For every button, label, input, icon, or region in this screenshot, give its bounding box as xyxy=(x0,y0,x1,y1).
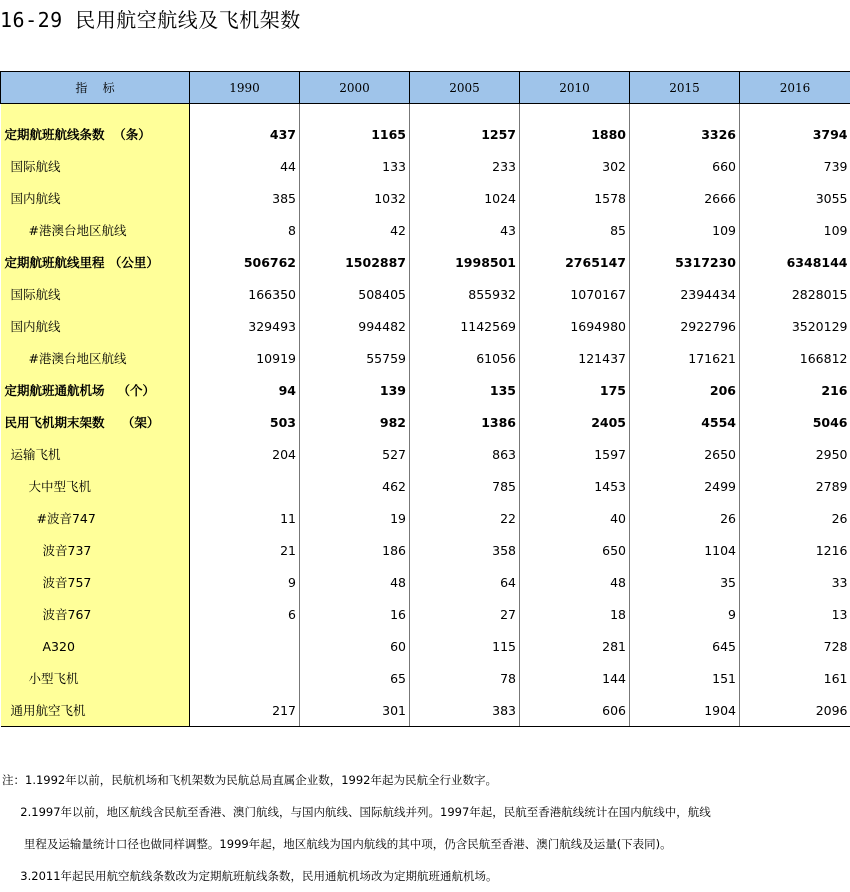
value-cell: 26 xyxy=(740,502,850,534)
value-cell: 2789 xyxy=(740,470,850,502)
row-label: 通用航空飞机 xyxy=(1,694,190,727)
footnotes xyxy=(2,764,711,892)
value-cell: 6 xyxy=(190,598,300,630)
value-cell: 18 xyxy=(520,598,630,630)
value-cell: 281 xyxy=(520,630,630,662)
value-cell: 5317230 xyxy=(630,246,740,278)
value-cell: 1257 xyxy=(410,118,520,150)
row-label: 定期航班通航机场 （个） xyxy=(1,374,190,406)
value-cell: 5046 xyxy=(740,406,850,438)
value-cell: 462 xyxy=(300,470,410,502)
row-label: 国内航线 xyxy=(1,310,190,342)
value-cell: 1024 xyxy=(410,182,520,214)
value-cell: 26 xyxy=(630,502,740,534)
value-cell: 109 xyxy=(740,214,850,246)
value-cell: 527 xyxy=(300,438,410,470)
table-row xyxy=(1,598,850,630)
value-cell: 121437 xyxy=(520,342,630,374)
value-cell: 739 xyxy=(740,150,850,182)
value-cell: 2394434 xyxy=(630,278,740,310)
row-label: 定期航班航线条数 （条） xyxy=(1,118,190,150)
value-cell: 660 xyxy=(630,150,740,182)
header-row xyxy=(1,72,850,104)
value-cell: 1070167 xyxy=(520,278,630,310)
value-cell: 606 xyxy=(520,694,630,727)
row-label: 国际航线 xyxy=(1,278,190,310)
value-cell: 994482 xyxy=(300,310,410,342)
value-cell: 302 xyxy=(520,150,630,182)
table-row xyxy=(1,502,850,534)
value-cell: 2950 xyxy=(740,438,850,470)
value-cell: 94 xyxy=(190,374,300,406)
value-cell: 161 xyxy=(740,662,850,694)
table-row xyxy=(1,118,850,150)
value-cell: 3326 xyxy=(630,118,740,150)
year-header: 2015 xyxy=(630,72,740,104)
value-cell: 171621 xyxy=(630,342,740,374)
value-cell: 1104 xyxy=(630,534,740,566)
table-row xyxy=(1,374,850,406)
value-cell: 2765147 xyxy=(520,246,630,278)
value-cell: 144 xyxy=(520,662,630,694)
footnote: 注：1.1992年以前，民航机场和飞机架数为民航总局直属企业数，1992年起为民航全行业数字。 xyxy=(2,764,711,796)
value-cell: 645 xyxy=(630,630,740,662)
row-label: 小型飞机 xyxy=(1,662,190,694)
value-cell: 9 xyxy=(190,566,300,598)
row-label: 国内航线 xyxy=(1,182,190,214)
table-row xyxy=(1,278,850,310)
row-label: 波音737 xyxy=(1,534,190,566)
value-cell: 1904 xyxy=(630,694,740,727)
value-cell: 13 xyxy=(740,598,850,630)
value-cell: 4554 xyxy=(630,406,740,438)
indicator-header: 指 标 xyxy=(1,72,190,104)
footnote: 里程及运输量统计口径也做同样调整。1999年起，地区航线为国内航线的其中项，仍含民航至香港、澳门航线及运量(下表同)。 xyxy=(2,828,711,860)
value-cell: 1032 xyxy=(300,182,410,214)
value-cell: 301 xyxy=(300,694,410,727)
page-title: 16-29 民用航空航线及飞机架数 xyxy=(0,4,301,33)
value-cell: 329493 xyxy=(190,310,300,342)
value-cell: 2096 xyxy=(740,694,850,727)
row-label: 民用飞机期末架数 （架） xyxy=(1,406,190,438)
value-cell: 175 xyxy=(520,374,630,406)
table-row xyxy=(1,534,850,566)
value-cell: 139 xyxy=(300,374,410,406)
value-cell: 233 xyxy=(410,150,520,182)
value-cell: 508405 xyxy=(300,278,410,310)
value-cell: 44 xyxy=(190,150,300,182)
value-cell: 85 xyxy=(520,214,630,246)
row-label: 波音767 xyxy=(1,598,190,630)
value-cell: 61056 xyxy=(410,342,520,374)
table-row xyxy=(1,470,850,502)
row-label: #港澳台地区航线 xyxy=(1,214,190,246)
year-header: 2010 xyxy=(520,72,630,104)
value-cell: 982 xyxy=(300,406,410,438)
value-cell: 55759 xyxy=(300,342,410,374)
value-cell: 1216 xyxy=(740,534,850,566)
value-cell: 22 xyxy=(410,502,520,534)
value-cell xyxy=(190,470,300,502)
spacer-cell xyxy=(190,104,300,119)
value-cell: 503 xyxy=(190,406,300,438)
value-cell xyxy=(190,662,300,694)
value-cell: 48 xyxy=(520,566,630,598)
value-cell: 506762 xyxy=(190,246,300,278)
spacer-cell xyxy=(300,104,410,119)
value-cell: 1578 xyxy=(520,182,630,214)
value-cell: 166350 xyxy=(190,278,300,310)
value-cell: 43 xyxy=(410,214,520,246)
spacer-cell xyxy=(520,104,630,119)
value-cell: 6348144 xyxy=(740,246,850,278)
footnote: 2.1997年以前，地区航线含民航至香港、澳门航线，与国内航线、国际航线并列。1997年起，民航至香港航线统计在国内航线中，航线 xyxy=(2,796,711,828)
value-cell: 40 xyxy=(520,502,630,534)
value-cell: 1142569 xyxy=(410,310,520,342)
value-cell: 204 xyxy=(190,438,300,470)
value-cell: 650 xyxy=(520,534,630,566)
value-cell: 385 xyxy=(190,182,300,214)
table-row xyxy=(1,694,850,727)
year-header: 2000 xyxy=(300,72,410,104)
value-cell: 728 xyxy=(740,630,850,662)
value-cell: 133 xyxy=(300,150,410,182)
value-cell: 383 xyxy=(410,694,520,727)
value-cell: 27 xyxy=(410,598,520,630)
value-cell: 135 xyxy=(410,374,520,406)
value-cell: 3520129 xyxy=(740,310,850,342)
value-cell: 1880 xyxy=(520,118,630,150)
value-cell: 48 xyxy=(300,566,410,598)
value-cell xyxy=(190,630,300,662)
value-cell: 60 xyxy=(300,630,410,662)
value-cell: 437 xyxy=(190,118,300,150)
row-label: 大中型飞机 xyxy=(1,470,190,502)
value-cell: 64 xyxy=(410,566,520,598)
value-cell: 9 xyxy=(630,598,740,630)
value-cell: 3055 xyxy=(740,182,850,214)
spacer-cell xyxy=(630,104,740,119)
value-cell: 186 xyxy=(300,534,410,566)
table-row xyxy=(1,246,850,278)
value-cell: 11 xyxy=(190,502,300,534)
row-label: A320 xyxy=(1,630,190,662)
table-row xyxy=(1,150,850,182)
data-table xyxy=(0,71,850,727)
spacer-row xyxy=(1,104,850,119)
year-header: 2005 xyxy=(410,72,520,104)
value-cell: 151 xyxy=(630,662,740,694)
value-cell: 16 xyxy=(300,598,410,630)
row-label: #波音747 xyxy=(1,502,190,534)
row-label: 波音757 xyxy=(1,566,190,598)
row-label: 国际航线 xyxy=(1,150,190,182)
value-cell: 115 xyxy=(410,630,520,662)
value-cell: 35 xyxy=(630,566,740,598)
table-row xyxy=(1,214,850,246)
value-cell: 1165 xyxy=(300,118,410,150)
spacer-cell xyxy=(740,104,850,119)
value-cell: 1386 xyxy=(410,406,520,438)
value-cell: 2499 xyxy=(630,470,740,502)
value-cell: 358 xyxy=(410,534,520,566)
value-cell: 216 xyxy=(740,374,850,406)
table-body xyxy=(1,104,850,727)
value-cell: 1453 xyxy=(520,470,630,502)
year-header: 2016 xyxy=(740,72,850,104)
value-cell: 1998501 xyxy=(410,246,520,278)
table-row xyxy=(1,662,850,694)
value-cell: 8 xyxy=(190,214,300,246)
table-row xyxy=(1,182,850,214)
value-cell: 42 xyxy=(300,214,410,246)
value-cell: 2650 xyxy=(630,438,740,470)
value-cell: 2405 xyxy=(520,406,630,438)
value-cell: 10919 xyxy=(190,342,300,374)
value-cell: 1502887 xyxy=(300,246,410,278)
spacer-cell xyxy=(410,104,520,119)
value-cell: 78 xyxy=(410,662,520,694)
value-cell: 166812 xyxy=(740,342,850,374)
value-cell: 109 xyxy=(630,214,740,246)
table-row xyxy=(1,310,850,342)
value-cell: 19 xyxy=(300,502,410,534)
row-label: 定期航班航线里程 （公里） xyxy=(1,246,190,278)
value-cell: 65 xyxy=(300,662,410,694)
table-row xyxy=(1,342,850,374)
value-cell: 785 xyxy=(410,470,520,502)
value-cell: 217 xyxy=(190,694,300,727)
value-cell: 1597 xyxy=(520,438,630,470)
value-cell: 206 xyxy=(630,374,740,406)
value-cell: 2922796 xyxy=(630,310,740,342)
value-cell: 855932 xyxy=(410,278,520,310)
footnote: 3.2011年起民用航空航线条数改为定期航班航线条数，民用通航机场改为定期航班通航机场。 xyxy=(2,860,711,892)
row-label: #港澳台地区航线 xyxy=(1,342,190,374)
table-row xyxy=(1,566,850,598)
value-cell: 1694980 xyxy=(520,310,630,342)
value-cell: 2666 xyxy=(630,182,740,214)
table-row xyxy=(1,406,850,438)
value-cell: 863 xyxy=(410,438,520,470)
table-row xyxy=(1,438,850,470)
value-cell: 21 xyxy=(190,534,300,566)
row-label: 运输飞机 xyxy=(1,438,190,470)
year-header: 1990 xyxy=(190,72,300,104)
value-cell: 2828015 xyxy=(740,278,850,310)
value-cell: 3794 xyxy=(740,118,850,150)
value-cell: 33 xyxy=(740,566,850,598)
table-row xyxy=(1,630,850,662)
spacer-cell xyxy=(1,104,190,119)
